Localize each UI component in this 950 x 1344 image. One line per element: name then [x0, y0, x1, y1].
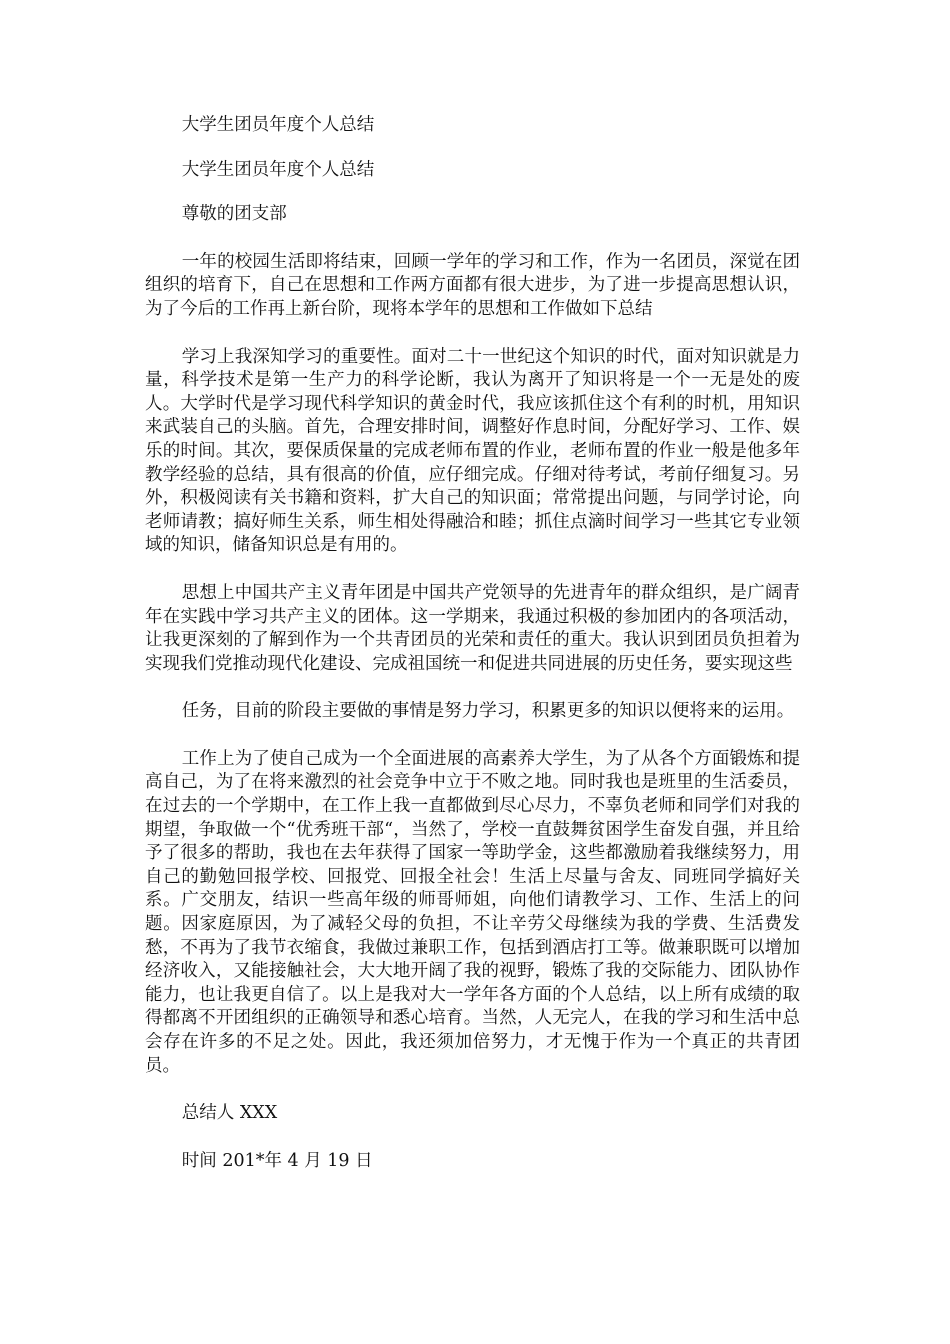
paragraph-study: 学习上我深知学习的重要性。面对二十一世纪这个知识的时代，面对知识就是力量，科学技术是第一生产力的科学论断，我认为离开了知识将是一个一无是处的废人。大学时代是学习现代科学知识的黄金时代，我应该抓住这个有利的时机，用知识来武装自己的头脑。首先，合理安排时间，调整好作息时间，分配好学习、工作、娱乐的时间。其次，要保质保量的完成老师布置的作业，老师布置的作业一般是他多年教学经验的总结，具有很高的价值，应仔细完成。仔细对待考试，考前仔细复习。另外，积极阅读有关书籍和资料，扩大自己的知识面；常常提出问题，与同学讨论，向老师请教；搞好师生关系，师生相处得融洽和睦；抓住点滴时间学习一些其它专业领域的知识，储备知识总是有用的。	[145, 346, 800, 556]
document-title: 大学生团员年度个人总结	[181, 115, 375, 135]
document-page	[145, 114, 800, 1197]
date-line: 时间 201*年 4 月 19 日	[181, 1150, 373, 1171]
document-subtitle: 大学生团员年度个人总结	[181, 159, 375, 180]
salutation: 尊敬的团支部	[181, 204, 287, 225]
paragraph-intro: 一年的校园生活即将结束，回顾一学年的学习和工作，作为一名团员，深觉在团组织的培育下，自己在思想和工作两方面都有很大进步，为了进一步提高思想认识，为了今后的工作再上新台阶，现将本学年的思想和工作做如下总结	[145, 251, 800, 319]
paragraph-task: 任务，目前的阶段主要做的事情是努力学习，积累更多的知识以便将来的运用。	[181, 701, 795, 722]
paragraph-thought: 思想上中国共产主义青年团是中国共产党领导的先进青年的群众组织，是广阔青年在实践中学习共产主义的团体。这一学期来，我通过积极的参加团内的各项活动，让我更深刻的了解到作为一个共青团员的光荣和责任的重大。我认识到团员负担着为实现我们党推动现代化建设、完成祖国统一和促进共同进展的历史任务，要实现这些	[145, 582, 800, 674]
signature: 总结人 XXX	[181, 1103, 278, 1124]
paragraph-work: 工作上为了使自己成为一个全面进展的高素养大学生，为了从各个方面锻炼和提高自己，为了在将来激烈的社会竞争中立于不败之地。同时我也是班里的生活委员，在过去的一个学期中，在工作上我一直都做到尽心尽力，不辜负老师和同学们对我的期望，争取做一个“优秀班干部“，当然了，学校一直鼓舞贫困学生奋发自强，并且给予了很多的帮助，我也在去年获得了国家一等助学金，这些都激励着我继续努力，用自己的勤勉回报学校、回报党、回报全社会！生活上尽量与舍友、同班同学搞好关系。广交朋友，结识一些高年级的师哥师姐，向他们请教学习、工作、生活上的问题。因家庭原因，为了减轻父母的负担，不让辛劳父母继续为我的学费、生活费发愁，不再为了我节衣缩食，我做过兼职工作，包括到酒店打工等。做兼职既可以增加经济收入，又能接触社会，大大地开阔了我的视野，锻炼了我的交际能力、团队协作能力，也让我更自信了。以上是我对大一学年各方面的个人总结，以上所有成绩的取得都离不开团组织的正确领导和悉心培育。当然，人无完人，在我的学习和生活中总会存在许多的不足之处。因此，我还须加倍努力，才无愧于作为一个真正的共青团员。	[145, 748, 800, 1076]
